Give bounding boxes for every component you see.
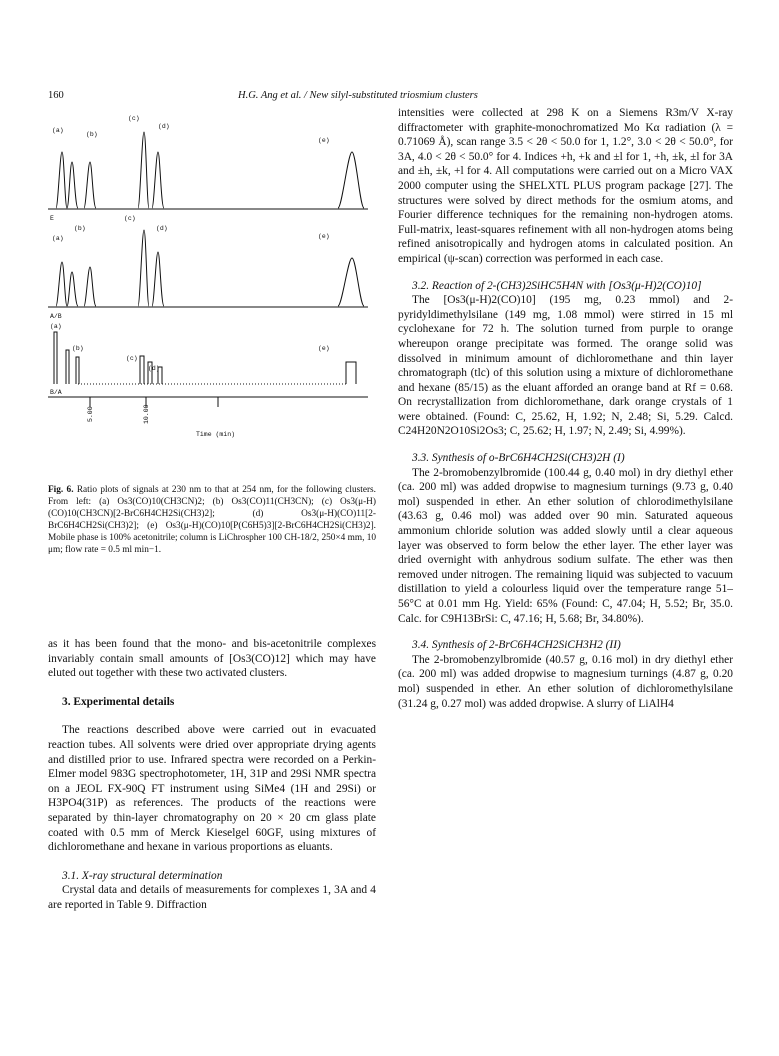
top-peak-d <box>152 152 164 208</box>
bot-trace-b <box>66 350 79 384</box>
top-label-d: (d) <box>158 123 170 130</box>
running-title: H.G. Ang et al. / New silyl-substituted triosmium clusters <box>238 90 478 101</box>
subsection-3-3-heading: 3.3. Synthesis of o-BrC6H4CH2Si(CH3)2H (I) <box>412 452 625 465</box>
mid-peak-a <box>56 262 78 306</box>
section-3-heading: 3. Experimental details <box>62 695 175 708</box>
top-label-b: (b) <box>86 131 98 138</box>
left-column <box>48 637 376 913</box>
axis-marker-ba: B/A <box>50 389 62 396</box>
top-peak-a <box>56 152 78 208</box>
top-label-e: (e) <box>318 137 330 144</box>
bot-label-c: (c) <box>126 355 138 362</box>
mid-label-c: (c) <box>124 215 136 222</box>
figure-6 <box>48 112 376 482</box>
right-column <box>398 106 733 711</box>
subsection-3-1-heading: 3.1. X-ray structural determination <box>62 869 223 882</box>
right-para-1: intensities were collected at 298 K on a Siemens R3m/V X-ray diffractometer with graphite-monochromatized Mo Kα radiation (λ = 0.71069 Å), scan range 3.5 < 2θ < 50.0 for 1, 1.2°, 3.0 < 2θ < 50.0°, for 3A, 4.0 < 2θ < 50.0° for 4. Indices +h, +k and ±l for 1, +h, ±k, ±l for 3A and ±h, ±k, +l for 4. All computations were carried out on a Micro VAX 2000 computer using the SHELXTL PLUS program package [27]. The structures were solved by direct methods for the osmium atoms, and Fourier difference techniques for the remaining non-hydrogen atoms. Full-matrix, least-squares refinement with all non-hydrogen atoms being refined anisotropically and hydrogen atoms in calculated position. An empirical (ψ-scan) correction was performed in each case. <box>398 107 733 265</box>
left-para-2: The reactions described above were carried out in evacuated reaction tubes. All solvents were dried over appropriate drying agents and distilled prior to use. Infrared spectra were recorded on a Perkin-Elmer model 983G spectrophotometer, 1H, 31P and 29Si NMR spectra on a JEOL FX-90Q FT instrument using SiMe4 (1H and 29Si) or H3PO4(31P) as references. The products of the reactions were separated by thin-layer chromatography on 20 × 20 cm glass plate coated with 0.5 mm of Merck Kieselgel 60GF, using mixtures of dichloromethane and hexane in various proportions as eluants. <box>48 724 376 854</box>
top-peak-c <box>138 132 149 208</box>
page-number: 160 <box>48 90 64 101</box>
bot-trace-e <box>346 362 356 384</box>
mid-label-e: (e) <box>318 233 330 240</box>
mid-peak-c <box>138 230 149 306</box>
caption-label: Fig. 6. <box>48 485 74 495</box>
tick-label-1: 5.00 <box>87 406 94 422</box>
axis-marker-e: E <box>50 215 54 222</box>
top-label-a: (a) <box>52 127 64 134</box>
tick-label-2: 10.00 <box>143 404 150 424</box>
right-para-4: The 2-bromobenzylbromide (40.57 g, 0.16 mol) in dry diethyl ether (ca. 200 ml) was added dropwise to magnesium turnings (4.87 g, 0.20 mol) suspended in ether. An ether solution of dichloromethylsilane (31.24 g, 0.27 mol) was added dropwise. A slurry of LiAlH4 <box>398 653 733 710</box>
top-label-c: (c) <box>128 115 140 122</box>
bot-label-d: (d) <box>148 365 160 372</box>
mid-label-b: (b) <box>74 225 86 232</box>
left-para-1: as it has been found that the mono- and bis-acetonitrile complexes invariably contain small amounts of [Os3(CO)12] which may have eluted out together with these two activated clusters. <box>48 638 376 680</box>
mid-peak-b <box>84 267 96 306</box>
subsection-3-4-heading: 3.4. Synthesis of 2-BrC6H4CH2SiCH3H2 (II) <box>412 639 621 652</box>
mid-peak-d <box>152 252 164 306</box>
subsection-3-2-heading: 3.2. Reaction of 2-(CH3)2SiHC5H4N with [Os3(μ-H)2(CO)10] <box>412 279 702 292</box>
bot-label-a: (a) <box>50 323 62 330</box>
left-para-3: Crystal data and details of measurements for complexes 1, 3A and 4 are reported in Table 9. Diffraction <box>48 884 376 911</box>
chromatogram-plot <box>48 112 376 482</box>
bot-trace-a <box>54 332 57 384</box>
right-para-2: The [Os3(μ-H)2(CO)10] (195 mg, 0.23 mmol) and 2-pyridyldimethylsilane (149 mg, 1.08 mmol) were stirred in 15 ml cyclohexane for 72 h. The solution turned from purple to orange whereupon orange precipitate was formed. The orange solid was dissolved in minimum amount of dichloromethane and thin layer chromatograph (tlc) of this solution using a mixture of dichloromethane and hexane (85/15) as the eluant afforded an orange band at Rf = 0.68. On recrystallization from dichloromethane, dark orange crystals of 1 were obtained. (Found: C, 25.62, H, 1.92; N, 2.48; Si, 5.29. Calcd. C24H20N2O10Si2Os3; C, 25.62; H, 1.97; N, 2.49; Si, 4.99%). <box>398 294 733 438</box>
top-peak-b <box>84 162 96 208</box>
caption-text: Ratio plots of signals at 230 nm to that at 254 nm, for the following clusters. From left: (a) Os3(CO)10(CH3CN)2; (b) Os3(CO)11(CH3CN); (c) Os3(μ-H)(CO)10(CH3CN)[2-BrC6H4CH2Si(CH3)2]; (d) Os3(μ-H)(CO)11[2-BrC6H4CH2Si(CH3)2]; (e) Os3(μ-H)(CO)10[P(C6H5)3][2-BrC6H4CH2Si(CH3)2]. Mobile phase is 100% acetonitrile; column is LiChrospher 100 CH-18/2, 250×4 mm, 10 μm; flow rate = 0.5 ml min−1. <box>48 485 377 555</box>
mid-peak-e <box>338 258 364 306</box>
bot-label-e: (e) <box>318 345 330 352</box>
bot-label-b: (b) <box>72 345 84 352</box>
time-axis-label: Time (min) <box>196 431 236 438</box>
mid-label-a: (a) <box>52 235 64 242</box>
top-peak-e <box>338 152 364 208</box>
mid-label-d: (d) <box>156 225 168 232</box>
right-para-3: The 2-bromobenzylbromide (100.44 g, 0.40 mol) in dry diethyl ether (ca. 200 ml) was added dropwise to magnesium turnings (9.73 g, 0.40 mol) suspended in ether. An ether solution of chlorodimethylsilane (43.63 g, 0.46 mol) was added over 90 min. Saturated aqueous ammonium chloride solution was added slowly until a clear aqueous layer was observed to form below the ether layer. The ether layer was dried overnight with anhydrous sodium sulfate. The ether was then removed under nitrogen. The remaining liquid was subjected to vacuum distillation to yield a colourless liquid over the temperature range 51–56°C at 0.01 mm Hg. Yield: 65% (Found: C, 47.04; H, 5.52; Br, 35.0. Calc. for C9H13BrSi: C, 47.16; H, 5.68; Br, 34.80%). <box>398 466 733 625</box>
axis-marker-ab: A/B <box>50 313 62 320</box>
figure-caption <box>48 484 376 556</box>
